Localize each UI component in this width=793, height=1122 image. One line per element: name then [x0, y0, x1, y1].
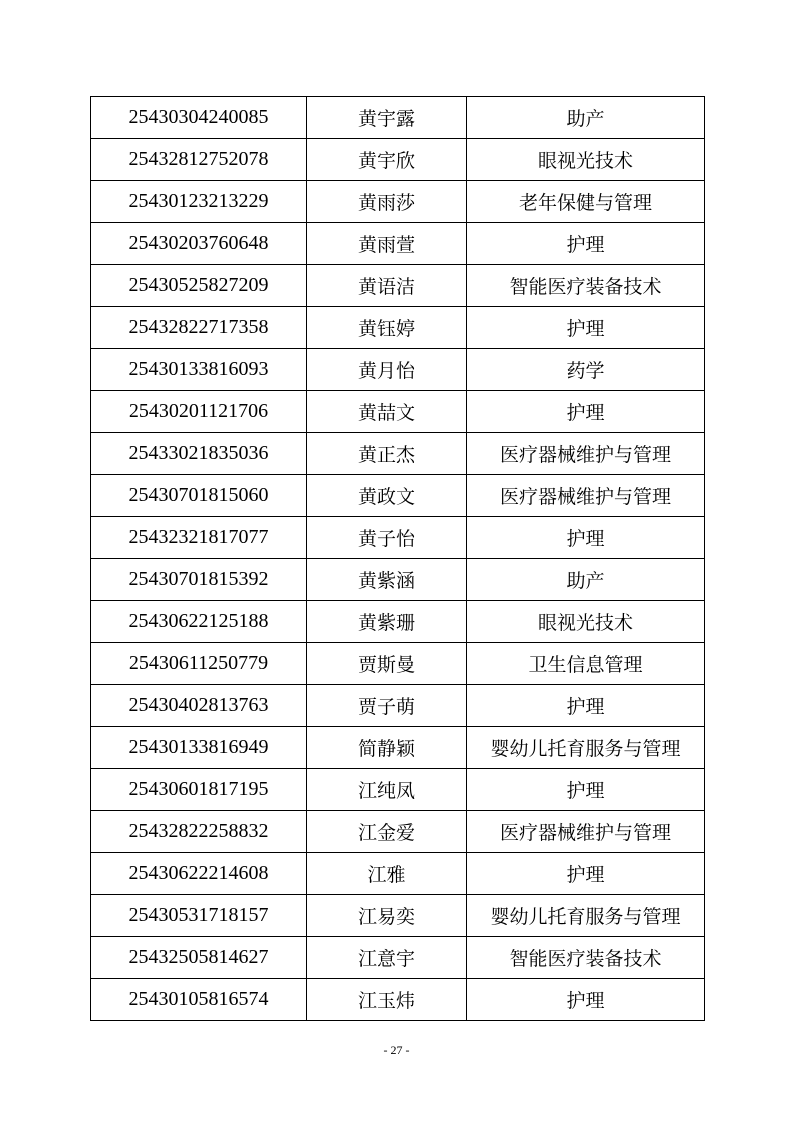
exam-id-cell: 25430701815392 [91, 559, 307, 601]
page-number: - 27 - [383, 1043, 410, 1057]
major-cell: 护理 [467, 223, 705, 265]
exam-id-cell: 25430601817195 [91, 769, 307, 811]
exam-id-cell: 25430201121706 [91, 391, 307, 433]
table-row [91, 307, 705, 349]
student-name-cell: 黄紫涵 [307, 559, 467, 601]
student-name-cell: 江雅 [307, 853, 467, 895]
table-row [91, 223, 705, 265]
student-name-cell: 江易奕 [307, 895, 467, 937]
student-name-cell: 江意宇 [307, 937, 467, 979]
major-cell: 助产 [467, 559, 705, 601]
student-name-cell: 江金爱 [307, 811, 467, 853]
major-cell: 护理 [467, 769, 705, 811]
major-cell: 助产 [467, 97, 705, 139]
major-cell: 护理 [467, 517, 705, 559]
table-row [91, 937, 705, 979]
table-row [91, 517, 705, 559]
major-cell: 医疗器械维护与管理 [467, 475, 705, 517]
exam-id-cell: 25432822717358 [91, 307, 307, 349]
student-name-cell: 黄月怡 [307, 349, 467, 391]
student-name-cell: 黄宇欣 [307, 139, 467, 181]
major-cell: 婴幼儿托育服务与管理 [467, 727, 705, 769]
student-name-cell: 黄喆文 [307, 391, 467, 433]
exam-id-cell: 25432812752078 [91, 139, 307, 181]
exam-id-cell: 25430531718157 [91, 895, 307, 937]
table-row [91, 643, 705, 685]
major-cell: 医疗器械维护与管理 [467, 433, 705, 475]
table-row [91, 433, 705, 475]
student-name-cell: 贾斯曼 [307, 643, 467, 685]
table-row [91, 853, 705, 895]
student-name-cell: 黄钰婷 [307, 307, 467, 349]
student-name-cell: 黄语洁 [307, 265, 467, 307]
exam-id-cell: 25430402813763 [91, 685, 307, 727]
exam-id-cell: 25433021835036 [91, 433, 307, 475]
major-cell: 婴幼儿托育服务与管理 [467, 895, 705, 937]
major-cell: 护理 [467, 979, 705, 1021]
table-row [91, 475, 705, 517]
student-name-cell: 黄政文 [307, 475, 467, 517]
major-cell: 老年保健与管理 [467, 181, 705, 223]
table-body [91, 97, 705, 1021]
student-name-cell: 贾子萌 [307, 685, 467, 727]
student-name-cell: 江玉炜 [307, 979, 467, 1021]
table-row [91, 181, 705, 223]
exam-id-cell: 25430622125188 [91, 601, 307, 643]
table-row [91, 559, 705, 601]
major-cell: 智能医疗装备技术 [467, 265, 705, 307]
exam-id-cell: 25430622214608 [91, 853, 307, 895]
table-row [91, 811, 705, 853]
exam-id-cell: 25430123213229 [91, 181, 307, 223]
major-cell: 护理 [467, 307, 705, 349]
major-cell: 护理 [467, 685, 705, 727]
exam-id-cell: 25430133816949 [91, 727, 307, 769]
student-name-cell: 黄正杰 [307, 433, 467, 475]
exam-id-cell: 25432822258832 [91, 811, 307, 853]
student-name-cell: 黄雨萱 [307, 223, 467, 265]
table-row [91, 895, 705, 937]
table-row [91, 265, 705, 307]
exam-id-cell: 25430105816574 [91, 979, 307, 1021]
student-name-cell: 黄紫珊 [307, 601, 467, 643]
student-name-cell: 黄雨莎 [307, 181, 467, 223]
major-cell: 眼视光技术 [467, 139, 705, 181]
major-cell: 眼视光技术 [467, 601, 705, 643]
major-cell: 护理 [467, 391, 705, 433]
exam-id-cell: 25430304240085 [91, 97, 307, 139]
exam-id-cell: 25430701815060 [91, 475, 307, 517]
table-row [91, 139, 705, 181]
exam-id-cell: 25432321817077 [91, 517, 307, 559]
major-cell: 卫生信息管理 [467, 643, 705, 685]
table-row [91, 97, 705, 139]
major-cell: 智能医疗装备技术 [467, 937, 705, 979]
exam-id-cell: 25430611250779 [91, 643, 307, 685]
student-list-table [90, 96, 705, 1021]
student-name-cell: 简静颖 [307, 727, 467, 769]
major-cell: 医疗器械维护与管理 [467, 811, 705, 853]
exam-id-cell: 25432505814627 [91, 937, 307, 979]
table-row [91, 769, 705, 811]
exam-id-cell: 25430133816093 [91, 349, 307, 391]
student-name-cell: 黄子怡 [307, 517, 467, 559]
table-row [91, 685, 705, 727]
table-row [91, 391, 705, 433]
student-name-cell: 黄宇露 [307, 97, 467, 139]
table-row [91, 349, 705, 391]
exam-id-cell: 25430203760648 [91, 223, 307, 265]
student-name-cell: 江纯凤 [307, 769, 467, 811]
table-row [91, 727, 705, 769]
major-cell: 药学 [467, 349, 705, 391]
exam-id-cell: 25430525827209 [91, 265, 307, 307]
table-row [91, 601, 705, 643]
major-cell: 护理 [467, 853, 705, 895]
table-row [91, 979, 705, 1021]
